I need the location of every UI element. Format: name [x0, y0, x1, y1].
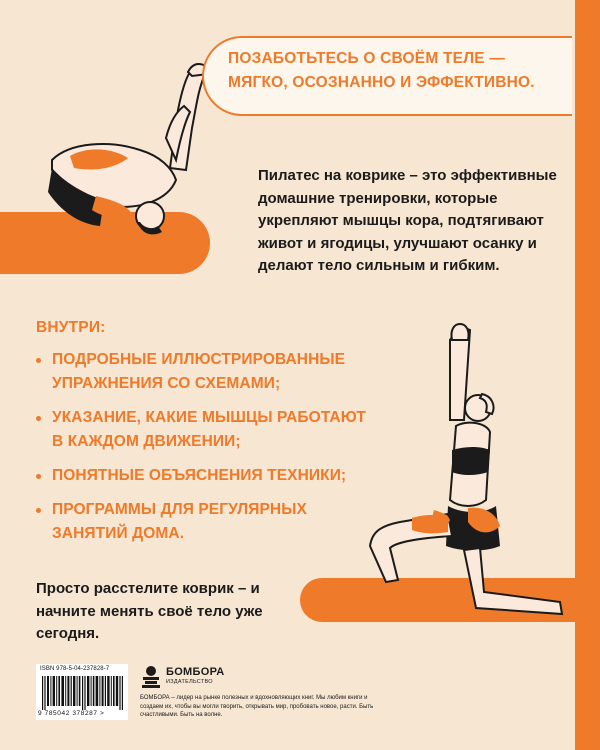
- ean-number: 9 785042 378287 >: [38, 710, 105, 717]
- pilates-lunge-illustration: [300, 300, 600, 630]
- mat-bottom: [300, 578, 600, 622]
- inside-title: ВНУТРИ:: [36, 319, 106, 336]
- publisher-name: БОМБОРА: [166, 666, 225, 678]
- sports-top: [452, 447, 490, 475]
- bullet-icon: [36, 358, 41, 363]
- isbn: ISBN 978-5-04-237828-7: [40, 666, 110, 672]
- headline: ПОЗАБОТЬТЕСЬ О СВОЁМ ТЕЛЕ — МЯГКО, ОСОЗНАННО И ЭФФЕКТИВНО.: [228, 50, 535, 91]
- bullet-icon: [36, 508, 41, 513]
- list-item: УКАЗАНИЕ, КАКИЕ МЫШЦЫ РАБОТАЮТ В КАЖДОМ ДВИЖЕНИИ;: [36, 406, 366, 454]
- hands: [451, 324, 468, 340]
- intro-paragraph: Пилатес на коврике – это эффективные домашние тренировки, которые укрепляют мышцы кора, подтягивают живот и ягодицы, улучшают осанку и делают тело сильным и гибким.: [258, 167, 557, 274]
- bullet-icon: [36, 474, 41, 479]
- list-item: ПОДРОБНЫЕ ИЛЛЮСТРИРОВАННЫЕ УПРАЖНЕНИЯ СО СХЕМАМИ;: [36, 348, 366, 396]
- call-to-action: Просто расстелите коврик – и начните менять своё тело уже сегодня.: [36, 580, 263, 642]
- publisher-subtitle: ИЗДАТЕЛЬСТВО: [166, 679, 213, 685]
- list-item: ПРОГРАММЫ ДЛЯ РЕГУЛЯРНЫХ ЗАНЯТИЙ ДОМА.: [36, 498, 366, 546]
- barcode-bars-icon: [42, 676, 126, 710]
- bullet-icon: [36, 416, 41, 421]
- publisher-description: БОМБОРА – лидер на рынке полезных и вдохновляющих книг. Мы любим книги и создаем их, чтобы вы могли творить, открывать мир, пробовать новое, расти. Быть счастливыми. Быть на волне.: [140, 695, 374, 718]
- publisher-logo-icon: [140, 665, 162, 689]
- mat-top: [0, 212, 210, 274]
- list-item: ПОНЯТНЫЕ ОБЪЯСНЕНИЯ ТЕХНИКИ;: [36, 464, 366, 488]
